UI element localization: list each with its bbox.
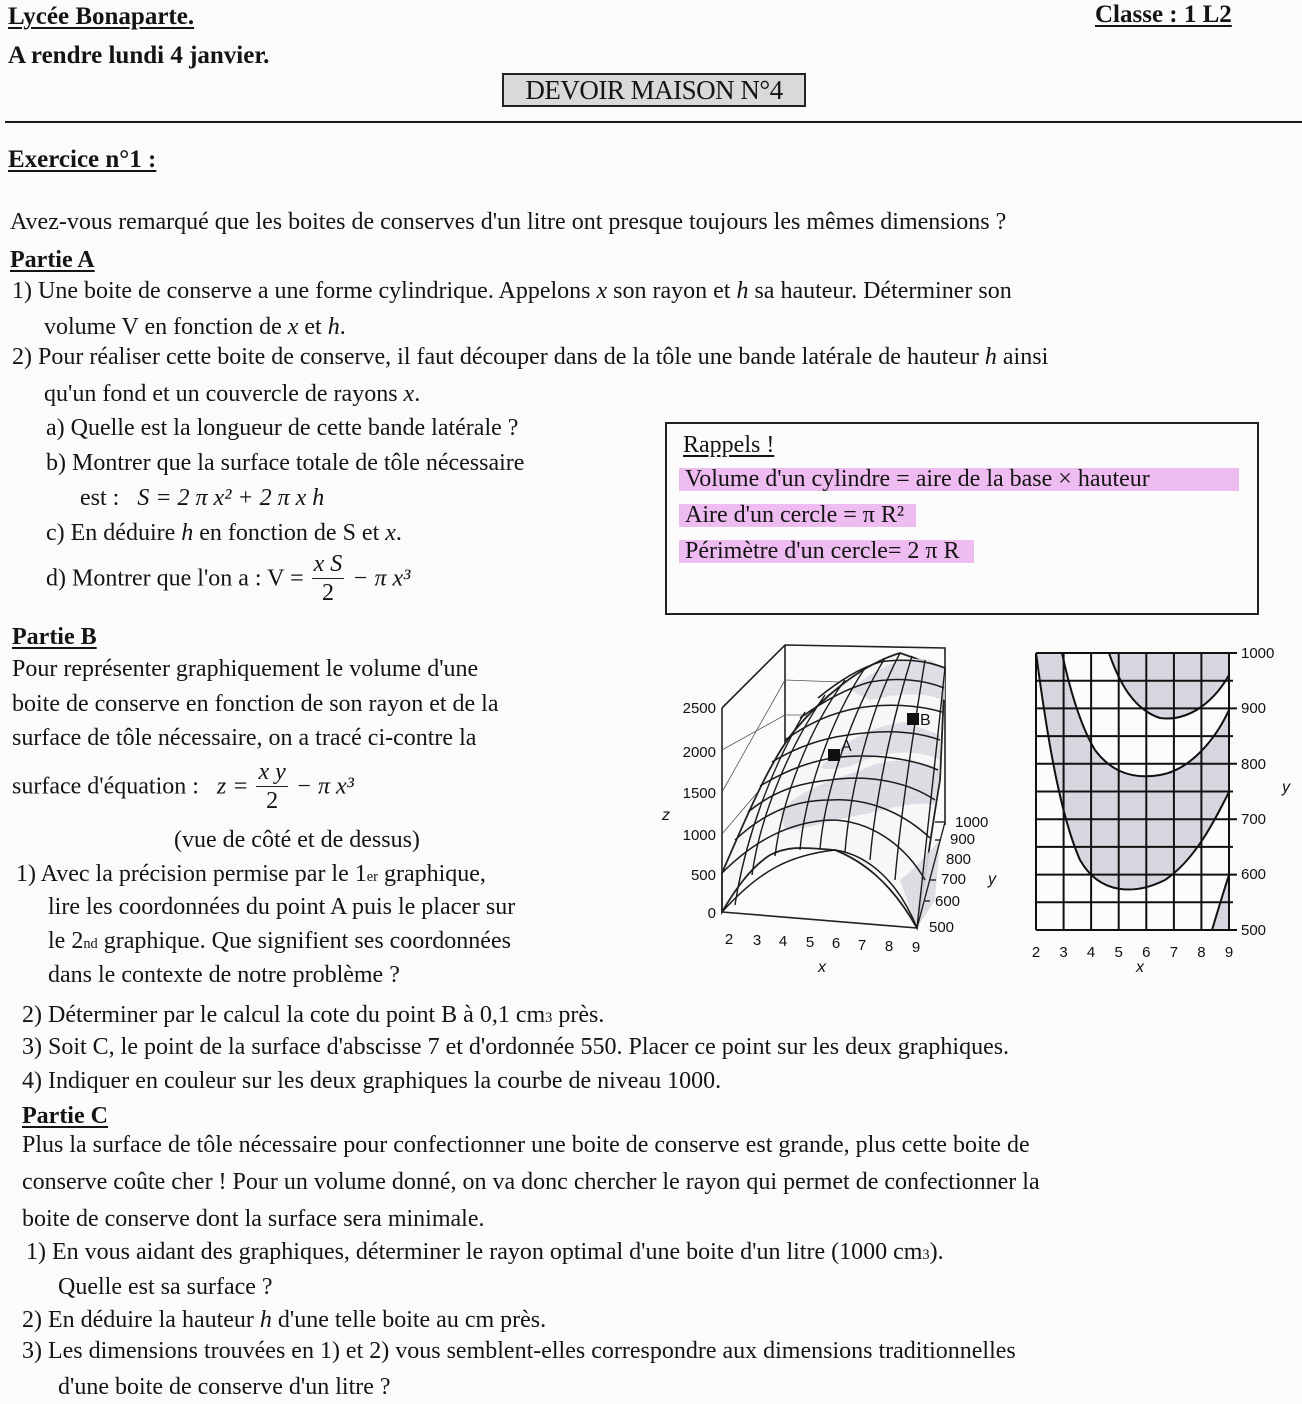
rappel-aire: Aire d'un cercle = π R² xyxy=(679,502,916,529)
var-h: h xyxy=(736,278,749,304)
text: sa hauteur. Déterminer son xyxy=(748,278,1012,304)
part-c-intro-3: boite de conserve dont la surface sera minimale. xyxy=(22,1206,485,1232)
x-axis-label: x xyxy=(818,959,826,976)
x-tick: 6 xyxy=(1142,944,1151,961)
text: d) Montrer que l'on a : V = xyxy=(46,565,304,592)
var-x: x xyxy=(385,520,396,546)
y-tick: 500 xyxy=(929,919,955,936)
part-a-qc xyxy=(46,516,402,550)
z-tick: 2000 xyxy=(682,744,716,761)
class-label: Classe : 1 L2 xyxy=(1095,1,1232,28)
rappels-box xyxy=(665,422,1259,615)
denominator: 2 xyxy=(266,788,279,814)
y-tick: 600 xyxy=(1241,866,1267,883)
part-a-qa: a) Quelle est la longueur de cette bande latérale ? xyxy=(46,415,519,441)
var-h: h xyxy=(181,520,194,546)
numerator: x S xyxy=(313,551,343,577)
header-divider xyxy=(5,121,1302,123)
text: en fonction de S et xyxy=(193,520,386,546)
exercise-intro: Avez-vous remarqué que les boites de conserves d'un litre ont presque toujours les mêmes dimensions ? xyxy=(10,209,1007,235)
eq-rhs: − π x³ xyxy=(295,773,354,800)
var-x: x xyxy=(596,278,608,304)
text: 1) Une boite de conserve a une forme cylindrique. Appelons xyxy=(12,278,597,304)
var-x: x xyxy=(403,381,415,407)
formula-tail: − π x³ xyxy=(352,565,411,592)
part-b-q3: 3) Soit C, le point de la surface d'abscisse 7 et d'ordonnée 550. Placer ce point sur les deux graphiques. xyxy=(22,1034,1010,1060)
y-axis-label: y xyxy=(988,871,996,888)
y-tick: 1000 xyxy=(1241,645,1275,662)
part-b-q2: 2) Déterminer par le calcul la cote du point B à 0,1 $cm^3$ près. xyxy=(22,1002,605,1028)
y-tick: 900 xyxy=(950,831,976,848)
point-b-label: B xyxy=(920,712,931,729)
part-a-qb-line2 xyxy=(80,481,324,515)
text: est : xyxy=(80,485,120,511)
part-b-q4: 4) Indiquer en couleur sur les deux graphiques la courbe de niveau 1000. xyxy=(22,1068,722,1094)
rappel-volume: Volume d'un cylindre = aire de la base × hauteur xyxy=(679,466,1239,493)
part-c-title: Partie C xyxy=(22,1103,108,1129)
part-b-intro-1: Pour représenter graphiquement le volume d'une xyxy=(12,656,479,682)
part-b-intro-3: surface de tôle nécessaire, on a tracé ci-contre la xyxy=(12,725,477,751)
x-tick: 4 xyxy=(1086,944,1096,961)
contour-chart xyxy=(1025,640,1302,980)
part-a-qb-line1: b) Montrer que la surface totale de tôle nécessaire xyxy=(46,450,525,476)
fraction xyxy=(312,552,345,605)
x-tick: 5 xyxy=(1114,944,1123,961)
part-c-q2 xyxy=(22,1303,546,1337)
part-a-q2-line1 xyxy=(12,340,1048,374)
part-a-q1-line1 xyxy=(12,274,1012,308)
fraction xyxy=(256,760,287,813)
x-tick: 2 xyxy=(1031,944,1041,961)
x-tick: 5 xyxy=(805,934,815,951)
formula-surface: S = 2 π x² + 2 π x h xyxy=(137,485,325,511)
z-tick: 0 xyxy=(707,905,716,922)
part-c-q3-line2: d'une boite de conserve d'un litre ? xyxy=(58,1374,391,1400)
part-b-q1-line3: le 2nd graphique. Que signifient ses coordonnées xyxy=(48,928,511,954)
surface-3d-chart xyxy=(660,640,1025,985)
x-tick: 3 xyxy=(752,932,762,949)
part-c-q1-line2: Quelle est sa surface ? xyxy=(58,1274,273,1300)
school-name: Lycée Bonaparte. xyxy=(8,3,195,30)
x-tick: 2 xyxy=(724,931,734,948)
y-tick: 900 xyxy=(1241,700,1267,717)
var-h: h xyxy=(327,314,340,340)
text: d'une telle boite au cm près. xyxy=(271,1307,547,1333)
part-b-q1-line1: 1) Avec la précision permise par le 1er graphique, xyxy=(16,861,486,887)
part-c-intro-1: Plus la surface de tôle nécessaire pour confectionner une boite de conserve est grande, plus cette boite de xyxy=(22,1132,1030,1158)
part-b-q1-line2: lire les coordonnées du point A puis le placer sur xyxy=(48,894,516,920)
z-axis-label: z xyxy=(662,807,670,824)
var-x: x xyxy=(287,314,299,340)
exercise-title: Exercice n°1 : xyxy=(8,146,157,173)
x-tick: 9 xyxy=(911,939,921,956)
part-b-intro-2: boite de conserve en fonction de son rayon et de la xyxy=(12,691,499,717)
x-tick: 7 xyxy=(857,937,867,954)
y-tick: 800 xyxy=(1241,756,1267,773)
x-tick: 8 xyxy=(1197,944,1206,961)
z-tick: 1500 xyxy=(682,785,716,802)
part-b-title: Partie B xyxy=(12,624,97,650)
y-tick: 700 xyxy=(941,871,967,888)
part-a-q1-line2 xyxy=(44,310,346,344)
part-a-q2-line2 xyxy=(44,377,420,411)
x-tick: 3 xyxy=(1059,944,1068,961)
y-tick: 800 xyxy=(946,851,972,868)
x-tick: 9 xyxy=(1224,944,1234,961)
text: qu'un fond et un couvercle de rayons xyxy=(44,381,404,407)
text: . xyxy=(395,520,402,546)
y-axis-label: y xyxy=(1282,779,1290,796)
x-tick: 6 xyxy=(831,935,841,952)
text: son rayon et xyxy=(607,278,737,304)
part-c-q3-line1: 3) Les dimensions trouvées en 1) et 2) vous semblent-elles correspondre aux dimensions traditionnelles xyxy=(22,1338,1016,1364)
denominator: 2 xyxy=(321,580,334,606)
x-tick: 8 xyxy=(884,938,894,955)
point-b-marker xyxy=(907,713,919,725)
text: volume V en fonction de xyxy=(44,314,288,340)
point-a-marker xyxy=(828,749,840,761)
x-tick: 4 xyxy=(778,933,788,950)
part-c-intro-2: conserve coûte cher ! Pour un volume donné, on va donc chercher le rayon qui permet de confectionner la xyxy=(22,1169,1040,1195)
due-date: A rendre lundi 4 janvier. xyxy=(8,42,270,69)
text: c) En déduire xyxy=(46,520,182,546)
y-tick: 700 xyxy=(1241,811,1267,828)
z-tick: 500 xyxy=(690,867,716,884)
y-tick: 1000 xyxy=(955,814,989,831)
point-a-label: A xyxy=(841,738,852,755)
x-axis-label: x xyxy=(1136,959,1144,976)
numerator: x y xyxy=(258,759,286,785)
text: et xyxy=(298,314,328,340)
text: ainsi xyxy=(996,344,1049,370)
eq-lhs: z = xyxy=(216,773,249,800)
rappels-title: Rappels ! xyxy=(683,432,775,458)
text: 2) Pour réaliser cette boite de conserve, il faut découper dans de la tôle une bande latérale de hauteur xyxy=(12,344,985,370)
text: 2) En déduire la hauteur xyxy=(22,1307,260,1333)
part-b-equation xyxy=(12,760,354,813)
z-tick: 2500 xyxy=(682,700,716,717)
document-title: DEVOIR MAISON N°4 xyxy=(502,73,806,107)
y-tick: 600 xyxy=(935,893,961,910)
part-b-view-note: (vue de côté et de dessus) xyxy=(174,827,420,853)
rappel-perimetre: Périmètre d'un cercle= 2 π R xyxy=(679,538,974,565)
text: . xyxy=(339,314,346,340)
var-h: h xyxy=(984,344,997,370)
part-b-q1-line4: dans le contexte de notre problème ? xyxy=(48,962,400,988)
text: surface d'équation : xyxy=(12,773,199,800)
y-tick: 500 xyxy=(1241,922,1267,939)
z-tick: 1000 xyxy=(682,827,716,844)
part-a-qd xyxy=(46,552,410,605)
x-tick: 7 xyxy=(1169,944,1179,961)
part-a-title: Partie A xyxy=(10,247,95,273)
text: . xyxy=(414,381,421,407)
part-c-q1-line1: 1) En vous aidant des graphiques, déterminer le rayon optimal d'une boite d'un litre (1000 $cm^3$). xyxy=(26,1239,944,1265)
var-h: h xyxy=(259,1307,272,1333)
